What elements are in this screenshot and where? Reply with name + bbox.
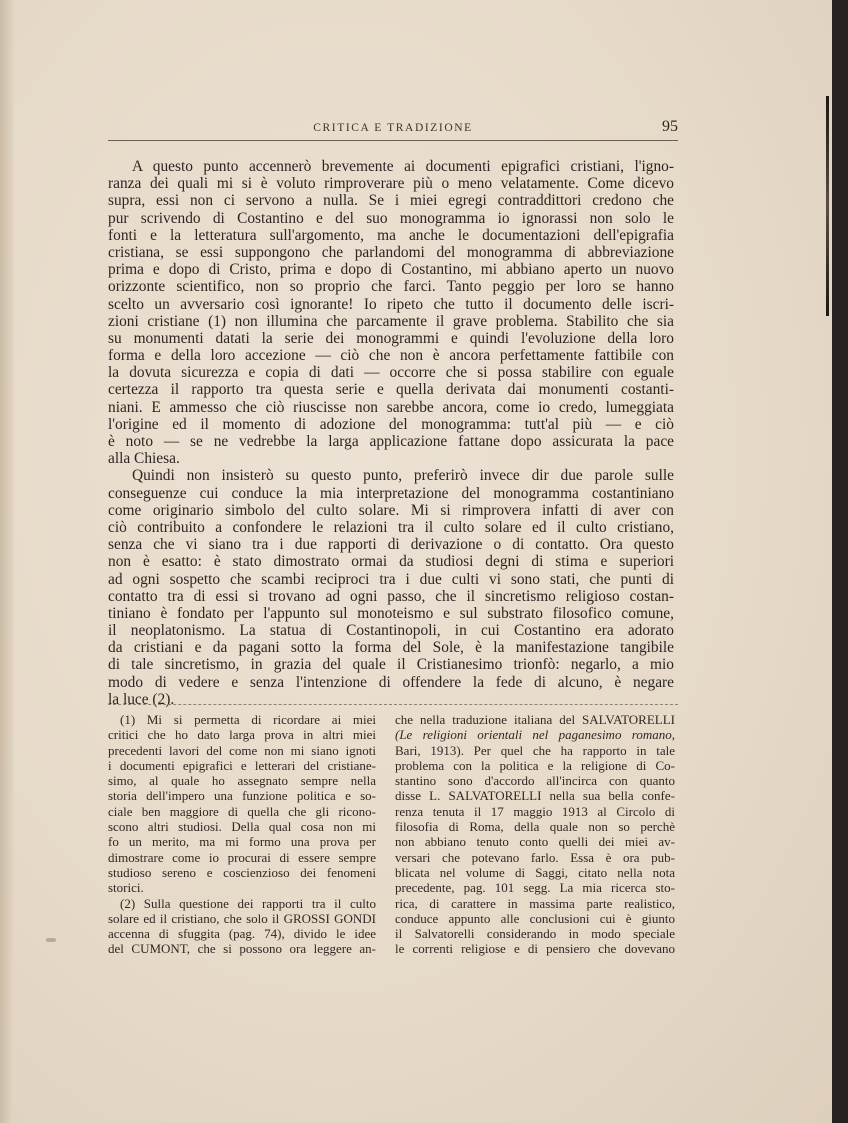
footnote-line: rica, di carattere in massima parte realistico,	[395, 895, 675, 911]
footnote-line: scono altri studiosi. Della qual cosa non mi	[108, 819, 376, 835]
footnote-line: le correnti religiose e di pensiero che dovevano	[395, 941, 675, 957]
text-line: su monumenti datati la serie dei monogrammi e quindi l'evoluzione della loro	[108, 329, 674, 347]
footnote-line: (Le religioni orientali nel paganesimo romano,	[395, 727, 675, 743]
text-line: niani. E ammesso che ciò riuscisse non sarebbe ancora, come io credo, lumeggiata	[108, 398, 674, 416]
text-line: senza che vi siano tra i due rapporti di derivazione o di contatto. Ora questo	[108, 536, 674, 554]
footnote-line: blicata nel volume di Saggi, citato nella nota	[395, 864, 675, 880]
text-line: forma e della loro accezione — ciò che non è ancora perfettamente fattibile con	[108, 347, 674, 365]
text-line: è noto — se ne vedrebbe la larga applicazione fattane dopo assicurata la pace	[108, 433, 674, 450]
footnote-line: del CUMONT, che si possono ora leggere an-	[108, 941, 376, 957]
text-line: la luce (2).	[108, 690, 175, 708]
text-line: Quindi non insisterò su questo punto, preferirò invece dir due parole sulle	[132, 467, 674, 485]
footnote-line: Bari, 1913). Per quel che ha rapporto in tale	[395, 742, 675, 758]
text-line: ad ogni sospetto che scambi reciproci tra i due culti vi sono stati, che punti di	[108, 570, 674, 588]
scan-background-edge	[832, 0, 848, 1123]
main-text	[108, 158, 674, 708]
footnote-line: critici che ho dato larga prova in altri miei	[108, 727, 376, 743]
footnote-line: (2) Sulla questione dei rapporti tra il culto	[120, 895, 376, 911]
page-fold-shadow	[0, 0, 14, 1123]
footnote-line: che nella traduzione italiana del SALVATORELLI	[395, 712, 675, 727]
text-line: modo di vedere e senza l'intenzione di offendere la fede di alcuno, è negare	[108, 673, 674, 691]
text-line: come originario simbolo del culto solare. Mi si rimprovera infatti di aver con	[108, 501, 674, 519]
footnote-line: renza tenuta il 17 maggio 1913 al Circolo di	[395, 803, 675, 819]
text-line: la dovuta sicurezza e copia di dati — occorre che si possa stabilire con eguale	[108, 364, 674, 382]
text-line: contatto tra di essi si trovano ad ogni passo, che il sincretismo religioso costan-	[108, 587, 674, 605]
text-line: prima e dopo di Cristo, prima e dopo di Costantino, mi abbiano aperto un nuovo	[108, 261, 674, 279]
footnote-line: dimostrare come io procurai di essere sempre	[108, 849, 376, 865]
text-line: di tale sincretismo, in grazia del quale il Cristianesimo trionfò: negarlo, a mio	[108, 656, 674, 674]
footnotes-left-column	[108, 712, 376, 957]
footnote-line: accenna di sfuggita (pag. 74), divido le idee	[108, 926, 376, 942]
footnote-line: problema con la politica e la religione di Co-	[395, 757, 675, 773]
running-title: CRITICA E TRADIZIONE	[313, 122, 473, 134]
text-line: A questo punto accennerò brevemente ai documenti epigrafici cristiani, l'igno-	[132, 158, 674, 175]
text-line: il neoplatonismo. La statua di Costantinopoli, in cui Costantino era adorato	[108, 622, 674, 640]
text-line: conseguenze cui conduce la mia interpretazione del monogramma costantiniano	[108, 484, 674, 502]
footnote-line: il Salvatorelli considerando in modo speciale	[395, 926, 675, 942]
paper-blemish	[46, 938, 56, 942]
text-line: l'origine ed il momento di adozione del monogramma: tutt'al più — e ciò	[108, 415, 674, 433]
page-number: 95	[662, 118, 678, 135]
text-line: zioni cristiane (1) non illumina che parcamente il grave problema. Stabilito che sia	[108, 312, 674, 330]
footnote-line: disse L. SALVATORELLI nella sua bella confe-	[395, 788, 675, 804]
text-line: ranza dei quali mi si è voluto rimproverare più o meno velatamente. Come dicevo	[108, 175, 674, 193]
footnote-line: storici.	[108, 880, 144, 896]
text-line: non è esatto: è stato dimostrato ormai da studiosi degni di stima e superiori	[108, 553, 674, 571]
footnote-line: stantino sono d'accordo all'incirca con quanto	[395, 773, 675, 789]
text-line: da cristiani e da pagani sotto la forma del Sole, è la manifestazione tangibile	[108, 639, 674, 657]
text-line: pur scrivendo di Costantino e del suo monogramma io ignorassi non solo le	[108, 209, 674, 227]
footnote-line: precedente, pag. 101 segg. La mia ricerca sto-	[395, 880, 675, 896]
page-edge-crease	[826, 96, 829, 316]
text-line: alla Chiesa.	[108, 450, 180, 468]
text-line: tiniano è fondato per l'appunto sul monoteismo e sul substrato filosofico comune,	[108, 604, 674, 622]
footnote-line: filosofia di Roma, della quale non so perchè	[395, 819, 675, 835]
text-line: orizzonte scientifico, non so proprio che farci. Tanto peggio per loro se hanno	[108, 278, 674, 296]
footnote-line: versari che potevano farlo. Essa è ora pub-	[395, 849, 675, 865]
footnote-line: storia dell'impero una funzione politica e so-	[108, 788, 376, 804]
footnote-line: simo, al quale ho assegnato sempre nella	[108, 773, 376, 789]
running-head	[108, 118, 678, 141]
footnote-line: solare ed il cristiano, che solo il GROSSI GONDI	[108, 910, 376, 926]
text-line: fonti e la letteratura sull'argomento, ma anche le documentazioni dell'epigrafia	[108, 226, 674, 244]
footnote-line: conduce appunto alle conclusioni cui è giunto	[395, 910, 675, 926]
footnote-line: (1) Mi si permetta di ricordare ai miei	[120, 712, 376, 727]
footnote-line: non abbiano tenuto conto quelli dei miei av-	[395, 834, 675, 850]
footnote-separator	[108, 704, 678, 705]
text-line: supra, essi non ci servono a nulla. Se i miei egregi contraddittori credono che	[108, 192, 674, 210]
text-line: ciò contribuito a confondere le relazioni tra il culto solare ed il culto cristiano,	[108, 518, 674, 536]
text-line: scelto un avversario così ignorante! Io ripeto che tutto il documento delle iscri-	[108, 295, 674, 313]
footnote-line: fo un merito, ma mi formo una prova per	[108, 834, 376, 850]
footnotes-right-column	[395, 712, 675, 957]
footnote-line: i documenti epigrafici e letterari del cristiane-	[108, 757, 376, 773]
footnote-line: ciale ben maggiore di quella che gli ricono-	[108, 803, 376, 819]
text-line: cristiana, se essi suppongono che parlandomi del monogramma di abbreviazione	[108, 243, 674, 261]
footnote-line: studioso sereno e coscienzioso dei fenomeni	[108, 864, 376, 880]
footnote-line: precedenti lavori del come non mi siano ignoti	[108, 742, 376, 758]
text-line: certezza il rapporto tra questa serie e quella derivata dai monumenti costanti-	[108, 381, 674, 399]
